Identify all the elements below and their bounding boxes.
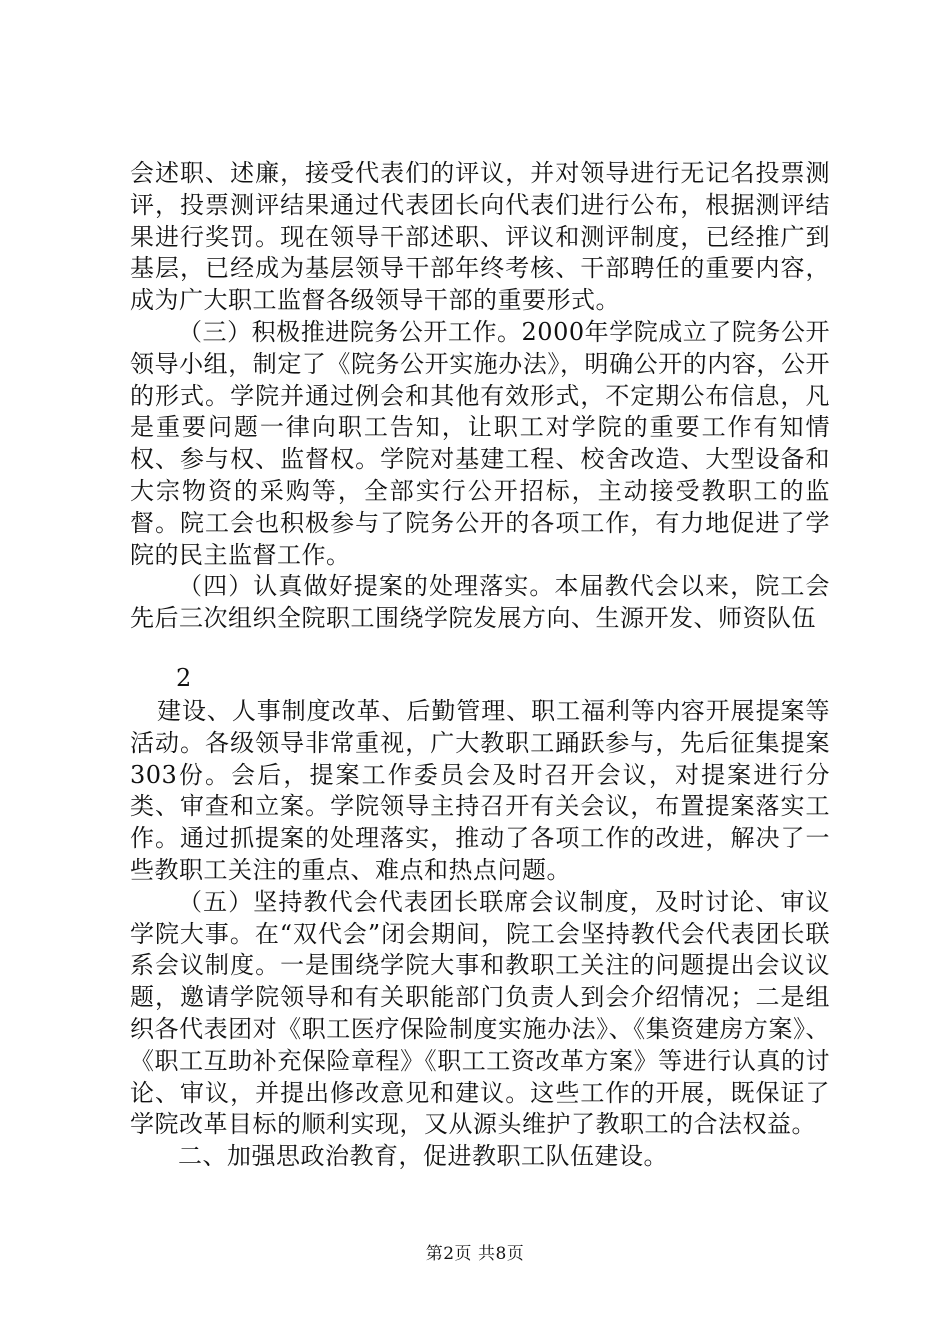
inline-page-number: 2	[176, 664, 192, 692]
paragraph-section-five: （五）坚持教代会代表团长联席会议制度，及时讨论、审议学院大事。在“双代会”闭会期间，院工会坚持教代会代表团长联系会议制度。一是围绕学院大事和教职工关注的问题提出会议议题，邀请学院领导和有关职能部门负责人到会介绍情况；二是组织各代表团对《职工医疗保险制度实施办法》、《集资建房方案》、《职工互助补充保险章程》《职工工资改革方案》等进行认真的讨论、审议，并提出修改意见和建议。这些工作的开展，既保证了学院改革目标的顺利实现，又从源头维护了教职工的合法权益。	[130, 887, 830, 1139]
body-text-bottom	[130, 696, 830, 1173]
paragraph-section-four: （四）认真做好提案的处理落实。本届教代会以来，院工会先后三次组织全院职工围绕学院发展方向、生源开发、师资队伍	[130, 572, 830, 633]
paragraph-section-four-continued: 建设、人事制度改革、后勤管理、职工福利等内容开展提案等活动。各级领导非常重视，广大教职工踊跃参与，先后征集提案303份。会后，提案工作委员会及时召开会议，对提案进行分类、审查和立案。学院领导主持召开有关会议，布置提案落实工作。通过抓提案的处理落实，推动了各项工作的改进，解决了一些教职工关注的重点、难点和热点问题。	[130, 697, 830, 884]
paragraph-section-three: （三）积极推进院务公开工作。2000年学院成立了院务公开领导小组，制定了《院务公开实施办法》，明确公开的内容，公开的形式。学院并通过例会和其他有效形式，不定期公布信息，凡是重要问题一律向职工告知，让职工对学院的重要工作有知情权、参与权、监督权。学院对基建工程、校舍改造、大型设备和大宗物资的采购等，全部实行公开招标，主动接受教职工的监督。院工会也积极参与了院务公开的各项工作，有力地促进了学院的民主监督工作。	[130, 317, 830, 569]
body-text-top	[130, 158, 830, 635]
section-heading-two: 二、加强思政治教育，促进教职工队伍建设。	[178, 1142, 668, 1171]
paragraph-continuation: 会述职、述廉，接受代表们的评议，并对领导进行无记名投票测评，投票测评结果通过代表团长向代表们进行公布，根据测评结果进行奖罚。现在领导干部述职、评议和测评制度，已经推广到基层，已经成为基层领导干部年终考核、干部聘任的重要内容，成为广大职工监督各级领导干部的重要形式。	[130, 159, 830, 315]
page-footer: 第2页 共8页	[425, 1244, 525, 1264]
